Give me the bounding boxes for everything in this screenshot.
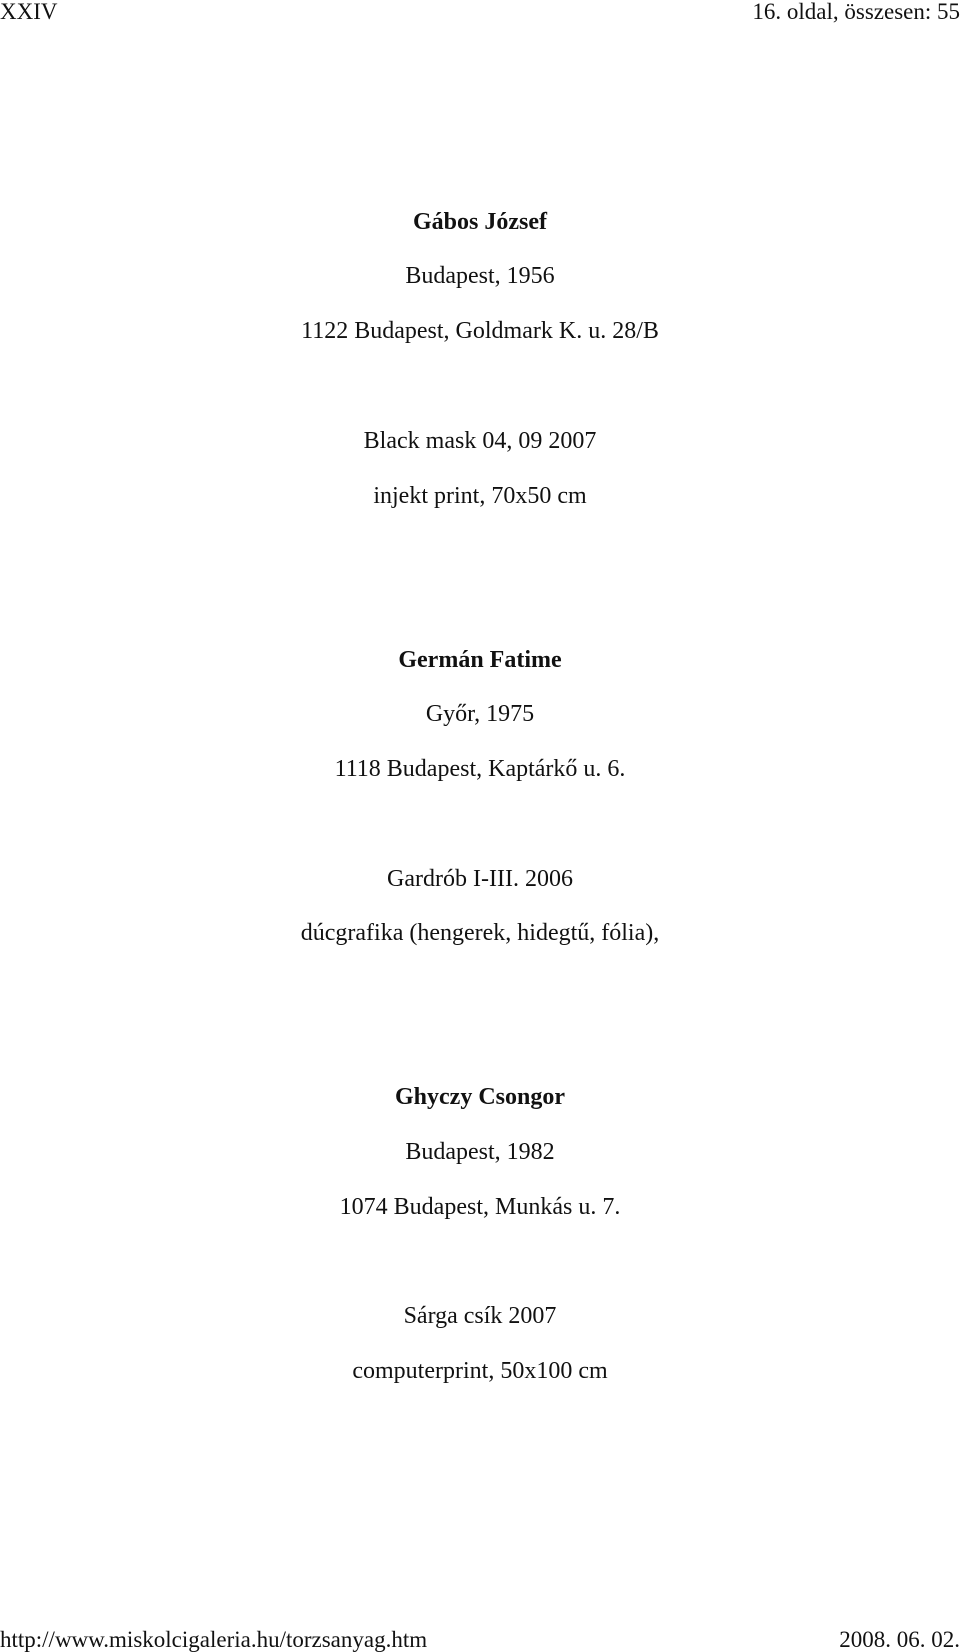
artist-address: 1074 Budapest, Munkás u. 7. <box>339 1194 621 1220</box>
print-date: 2008. 06. 02. <box>839 1627 960 1652</box>
work-title: Black mask 04, 09 2007 <box>363 428 597 454</box>
work-title: Sárga csík 2007 <box>403 1303 557 1329</box>
artist-name: Ghyczy Csongor <box>395 1084 565 1110</box>
artist-birth: Budapest, 1956 <box>405 263 555 289</box>
artist-name: Gábos József <box>413 209 547 235</box>
artist-address: 1122 Budapest, Goldmark K. u. 28/B <box>301 318 659 344</box>
page-counter: 16. oldal, összesen: 55 <box>752 0 960 24</box>
work-details: injekt print, 70x50 cm <box>373 483 587 509</box>
artist-birth: Budapest, 1982 <box>405 1139 555 1165</box>
artist-name: Germán Fatime <box>398 647 562 673</box>
source-url: http://www.miskolcigaleria.hu/torzsanyag.htm <box>0 1627 428 1652</box>
work-details: computerprint, 50x100 cm <box>352 1358 608 1384</box>
chapter-number: XXIV <box>0 0 58 24</box>
work-details: dúcgrafika (hengerek, hidegtű, fólia), <box>300 920 660 946</box>
artist-birth: Győr, 1975 <box>425 701 535 727</box>
work-title: Gardrób I-III. 2006 <box>387 866 573 892</box>
artist-address: 1118 Budapest, Kaptárkő u. 6. <box>334 756 626 782</box>
